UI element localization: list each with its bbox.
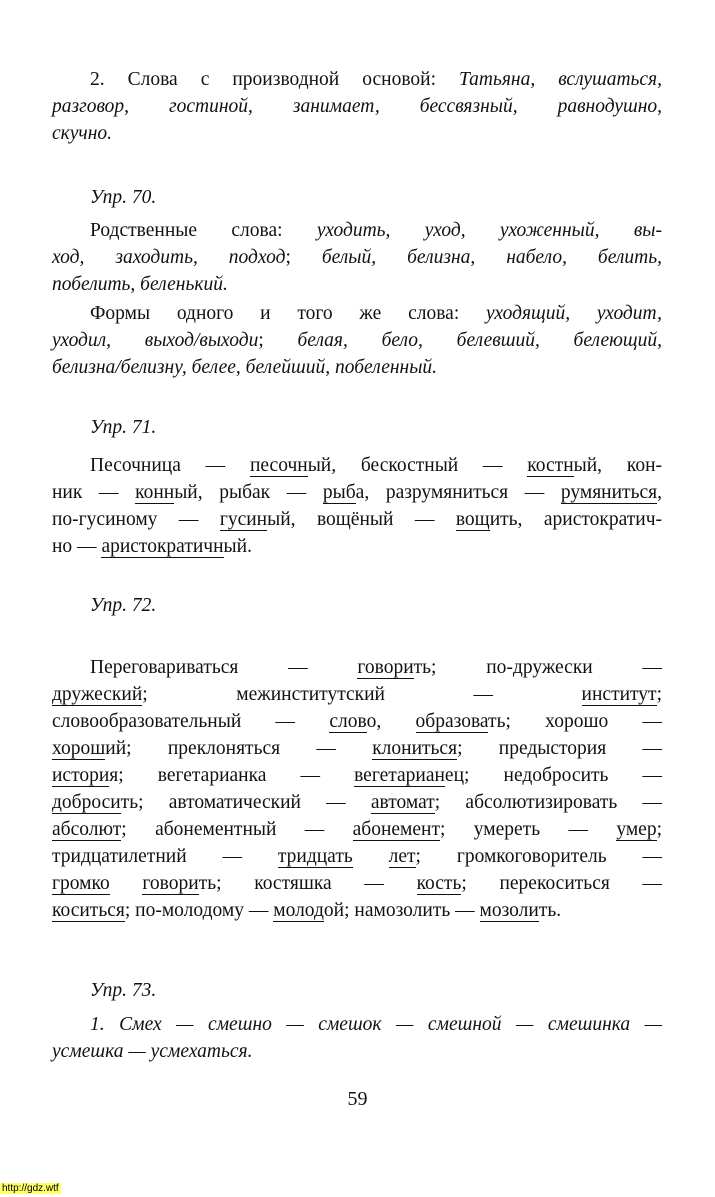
text-line	[52, 843, 662, 870]
text-segment: ;	[285, 247, 322, 268]
underlined-root: дружеский	[52, 684, 143, 705]
text-line	[52, 120, 662, 147]
text-segment: ник —	[52, 482, 136, 503]
underlined-root: костн	[527, 455, 574, 476]
exercise-heading-text: Упр. 71.	[90, 417, 157, 438]
italic-text: побелить, беленький.	[52, 274, 228, 295]
underlined-root: кость	[416, 873, 462, 894]
underlined-root: абонемент	[352, 819, 441, 840]
page-number: 59	[347, 1088, 368, 1110]
text-line	[52, 244, 662, 271]
text-segment: ; абсолютизировать —	[434, 792, 662, 813]
underlined-root: молод	[273, 900, 324, 921]
underlined-root: мозоли	[479, 900, 539, 921]
text-segment: ый, бескостный —	[307, 455, 528, 476]
underlined-root: хорош	[52, 738, 106, 759]
italic-text: Татьяна, вслушаться,	[459, 69, 662, 90]
text-line	[52, 762, 662, 789]
text-line	[52, 506, 662, 533]
text-segment: ий; преклоняться —	[105, 738, 373, 759]
paragraph	[52, 1011, 662, 1065]
underlined-root: ить	[79, 900, 108, 921]
text-segment: ец; недобросить —	[444, 765, 662, 786]
text-line	[52, 354, 662, 381]
underlined-root: клониться	[372, 738, 458, 759]
underlined-root: слов	[329, 711, 367, 732]
text-segment: ; по-молодому —	[124, 900, 274, 921]
text-line	[52, 870, 662, 897]
underlined-root: румяниться	[560, 482, 658, 503]
text-segment: ть; автоматический —	[120, 792, 371, 813]
text-segment: ,	[657, 482, 662, 503]
underlined-root: абсолют	[52, 819, 122, 840]
italic-text: белый, белизна, набело, белить,	[321, 247, 662, 268]
paragraph	[52, 66, 662, 147]
underlined-root: кос	[52, 900, 80, 921]
text-segment: Переговариваться —	[90, 657, 358, 678]
text-line	[52, 533, 662, 560]
underlined-root: умер	[616, 819, 657, 840]
exercise-heading-text: Упр. 73.	[90, 980, 157, 1001]
text-segment: ;	[656, 684, 662, 705]
italic-text: усмешка — усмехаться.	[52, 1041, 253, 1062]
text-segment: ый, вощёный —	[267, 509, 456, 530]
text-line	[52, 66, 662, 93]
exercise-heading	[52, 414, 662, 441]
exercise-heading-text: Упр. 70.	[90, 187, 157, 208]
watermark-link[interactable]: http://gdz.wtf	[2, 1183, 59, 1194]
underlined-root: автомат	[370, 792, 435, 813]
paragraph	[52, 300, 662, 381]
exercise-heading	[52, 592, 662, 619]
underlined-root: ся	[107, 900, 125, 921]
italic-text: белая, бело, белевший, белеющий,	[297, 330, 662, 351]
text-segment: ; межинститутский —	[142, 684, 582, 705]
text-line	[52, 681, 662, 708]
underlined-root: говори	[142, 873, 199, 894]
text-segment: ть.	[538, 900, 562, 921]
text-segment	[353, 846, 389, 867]
text-line	[52, 327, 662, 354]
text-segment: а, разрумяниться —	[355, 482, 561, 503]
text-segment: ть; костяшка —	[198, 873, 417, 894]
underlined-root: песочн	[249, 455, 308, 476]
exercise-heading	[52, 977, 662, 1004]
text-segment: ть; по-дружески —	[413, 657, 662, 678]
paragraph	[52, 654, 662, 924]
text-line	[52, 452, 662, 479]
text-line	[52, 735, 662, 762]
underlined-root: громко	[52, 873, 110, 894]
text-line	[52, 300, 662, 327]
underlined-root: образова	[415, 711, 489, 732]
text-segment: ить, аристократич-	[489, 509, 663, 530]
text-segment: Формы одного и того же слова:	[90, 303, 487, 324]
italic-text: уходящий, уходит,	[486, 303, 662, 324]
underlined-root: говори	[357, 657, 414, 678]
exercise-heading-text: Упр. 72.	[90, 595, 157, 616]
underlined-root: рыб	[322, 482, 356, 503]
text-segment: Родственные слова:	[90, 220, 317, 241]
text-line	[52, 654, 662, 681]
text-segment: ть; хорошо —	[488, 711, 663, 732]
italic-text: скучно.	[52, 123, 113, 144]
text-segment: ;	[258, 330, 298, 351]
text-segment: ; перекоситься —	[461, 873, 663, 894]
underlined-root: конн	[135, 482, 175, 503]
text-line	[52, 816, 662, 843]
text-segment: ый.	[223, 536, 252, 557]
underlined-root: аристократичн	[101, 536, 224, 557]
text-segment: ; абонементный —	[121, 819, 353, 840]
text-line	[52, 1038, 662, 1065]
text-line	[52, 897, 662, 924]
exercise-heading	[52, 184, 662, 211]
paragraph	[52, 217, 662, 298]
underlined-root: лет	[388, 846, 416, 867]
text-segment: о,	[366, 711, 416, 732]
underlined-root: институт	[581, 684, 657, 705]
italic-text: уходил, выход/выходи	[52, 330, 259, 351]
text-segment: по-гусиному —	[52, 509, 220, 530]
text-segment: тридцатилетний —	[52, 846, 278, 867]
italic-text: ход, заходить, подход	[52, 247, 286, 268]
text-line	[52, 479, 662, 506]
italic-text: 1. Смех — смешно — смешок — смешной — смешинка —	[90, 1014, 662, 1035]
text-segment	[110, 873, 143, 894]
text-segment: ;	[656, 819, 662, 840]
text-segment: ; предыстория —	[457, 738, 662, 759]
italic-text: уходить, уход, ухоженный, вы-	[316, 220, 662, 241]
underlined-root: вегетариан	[354, 765, 445, 786]
paragraph	[52, 452, 662, 560]
text-segment: но —	[52, 536, 102, 557]
italic-text: белизна/белизну, белее, белейший, побеленный.	[52, 357, 438, 378]
text-line	[52, 789, 662, 816]
text-segment: ой; намозолить —	[323, 900, 480, 921]
underlined-root: тридцать	[277, 846, 353, 867]
text-line	[52, 271, 662, 298]
text-segment: ый, кон-	[573, 455, 662, 476]
text-segment: ; умереть —	[440, 819, 617, 840]
text-line	[52, 708, 662, 735]
text-line	[52, 217, 662, 244]
text-segment: ый, рыбак —	[174, 482, 323, 503]
underlined-root: истори	[52, 765, 110, 786]
italic-text: разговор, гостиной, занимает, бессвязный, равнодушно,	[52, 96, 662, 117]
text-segment: 2. Слова с производной основой:	[90, 69, 459, 90]
text-line	[52, 1011, 662, 1038]
text-segment: ; громкоговоритель —	[415, 846, 662, 867]
text-segment: словообразовательный —	[52, 711, 330, 732]
text-line	[52, 93, 662, 120]
underlined-root: вощ	[455, 509, 490, 530]
text-segment: я; вегетарианка —	[109, 765, 355, 786]
underlined-root: гусин	[219, 509, 268, 530]
text-segment: Песочница —	[90, 455, 250, 476]
underlined-root: доброси	[52, 792, 121, 813]
